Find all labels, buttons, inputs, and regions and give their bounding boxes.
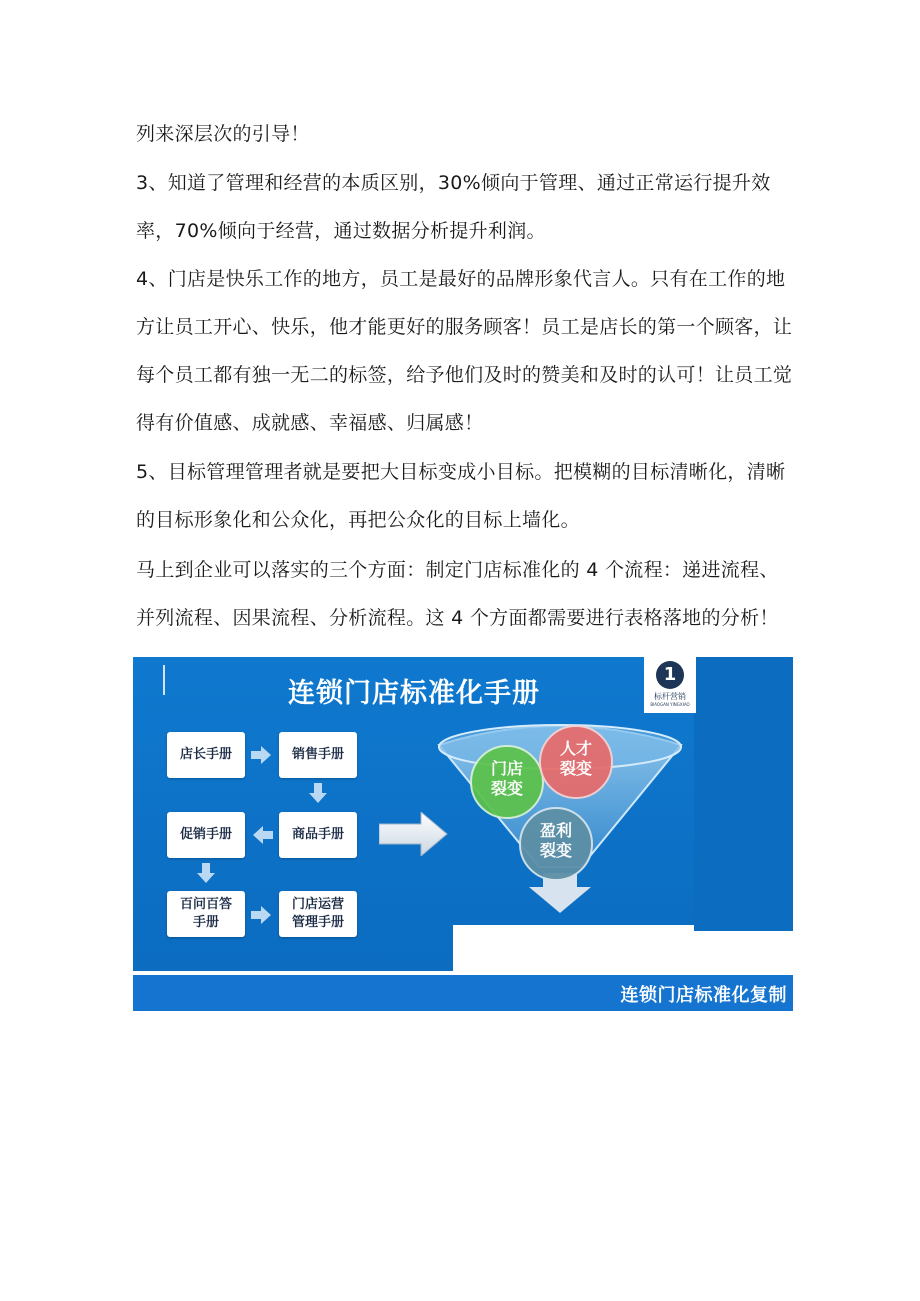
box-product-manual: [279, 812, 357, 858]
logo-mark-icon: 1: [656, 661, 684, 689]
arrow-right-icon: [251, 746, 273, 764]
caption-text: 连锁门店标准化复制: [620, 985, 787, 1006]
paragraph-point-4: 4、门店是快乐工作的地方，员工是最好的品牌形象代言人。只有在工作的地方让员工开心、快乐，他才能更好的服务顾客！员工是店长的第一个顾客，让每个员工都有独一无二的标签，给予他们及时的赞美和及时的认可！让员工觉得有价值感、成就感、幸福感、归属感！: [136, 268, 793, 434]
paragraph-intro-end: 列来深层次的引导！: [136, 123, 310, 145]
circle-label-line2: 裂变: [490, 779, 523, 798]
caption-bar: [133, 975, 793, 1011]
box-operations-manual: [279, 891, 357, 937]
circle-label-line2: 裂变: [539, 841, 572, 860]
arrow-right-icon: [251, 906, 273, 924]
box-sales-manual: [279, 732, 357, 778]
paragraph-point-3: 3、知道了管理和经营的本质区别，30%倾向于管理、通过正常运行提升效率，70%倾向于经营，通过数据分析提升利润。: [136, 172, 771, 242]
box-label: 店长手册: [179, 747, 232, 762]
paragraph-point-5: 5、目标管理管理者就是要把大目标变成小目标。把模糊的目标清晰化，清晰的目标形象化和公众化，再把公众化的目标上墙化。: [136, 461, 786, 531]
logo-name: 标杆营销: [654, 692, 686, 701]
circle-label-line1: 门店: [490, 759, 523, 778]
decorative-line: [163, 665, 165, 695]
box-promotion-manual: [167, 812, 245, 858]
box-qa-manual: [167, 891, 245, 937]
figure-title: 连锁门店标准化手册: [288, 678, 540, 709]
brand-logo: [644, 657, 696, 713]
box-label: 销售手册: [291, 747, 344, 762]
circle-label-line2: 裂变: [559, 759, 592, 778]
box-label-line2: 管理手册: [291, 915, 344, 930]
circle-label-line1: 人才: [559, 739, 592, 758]
figure-right-strip: [694, 657, 793, 931]
figure-blue-panel: [133, 657, 694, 971]
logo-subtext: BIAOGAN YINGXIAO: [650, 702, 690, 707]
box-label-line1: 百问百答: [179, 897, 232, 912]
arrow-down-icon: [309, 783, 327, 805]
box-label: 促销手册: [179, 827, 232, 842]
box-store-manager-manual: [167, 732, 245, 778]
handbook-figure: [133, 657, 793, 1011]
circle-talent-fission-label: [539, 739, 613, 779]
circle-store-fission-label: [470, 759, 544, 799]
arrow-left-icon: [253, 826, 275, 844]
box-label-line1: 门店运营: [291, 897, 344, 912]
circle-profit-fission-label: [519, 821, 593, 861]
box-label-line2: 手册: [192, 915, 219, 930]
box-label: 商品手册: [291, 827, 344, 842]
paragraph-summary: 马上到企业可以落实的三个方面：制定门店标准化的 4 个流程：递进流程、并列流程、因果流程、分析流程。这 4 个方面都需要进行表格落地的分析！: [136, 559, 779, 629]
cropped-white-area: [453, 925, 694, 971]
arrow-down-icon: [197, 863, 215, 885]
circle-label-line1: 盈利: [539, 821, 572, 840]
